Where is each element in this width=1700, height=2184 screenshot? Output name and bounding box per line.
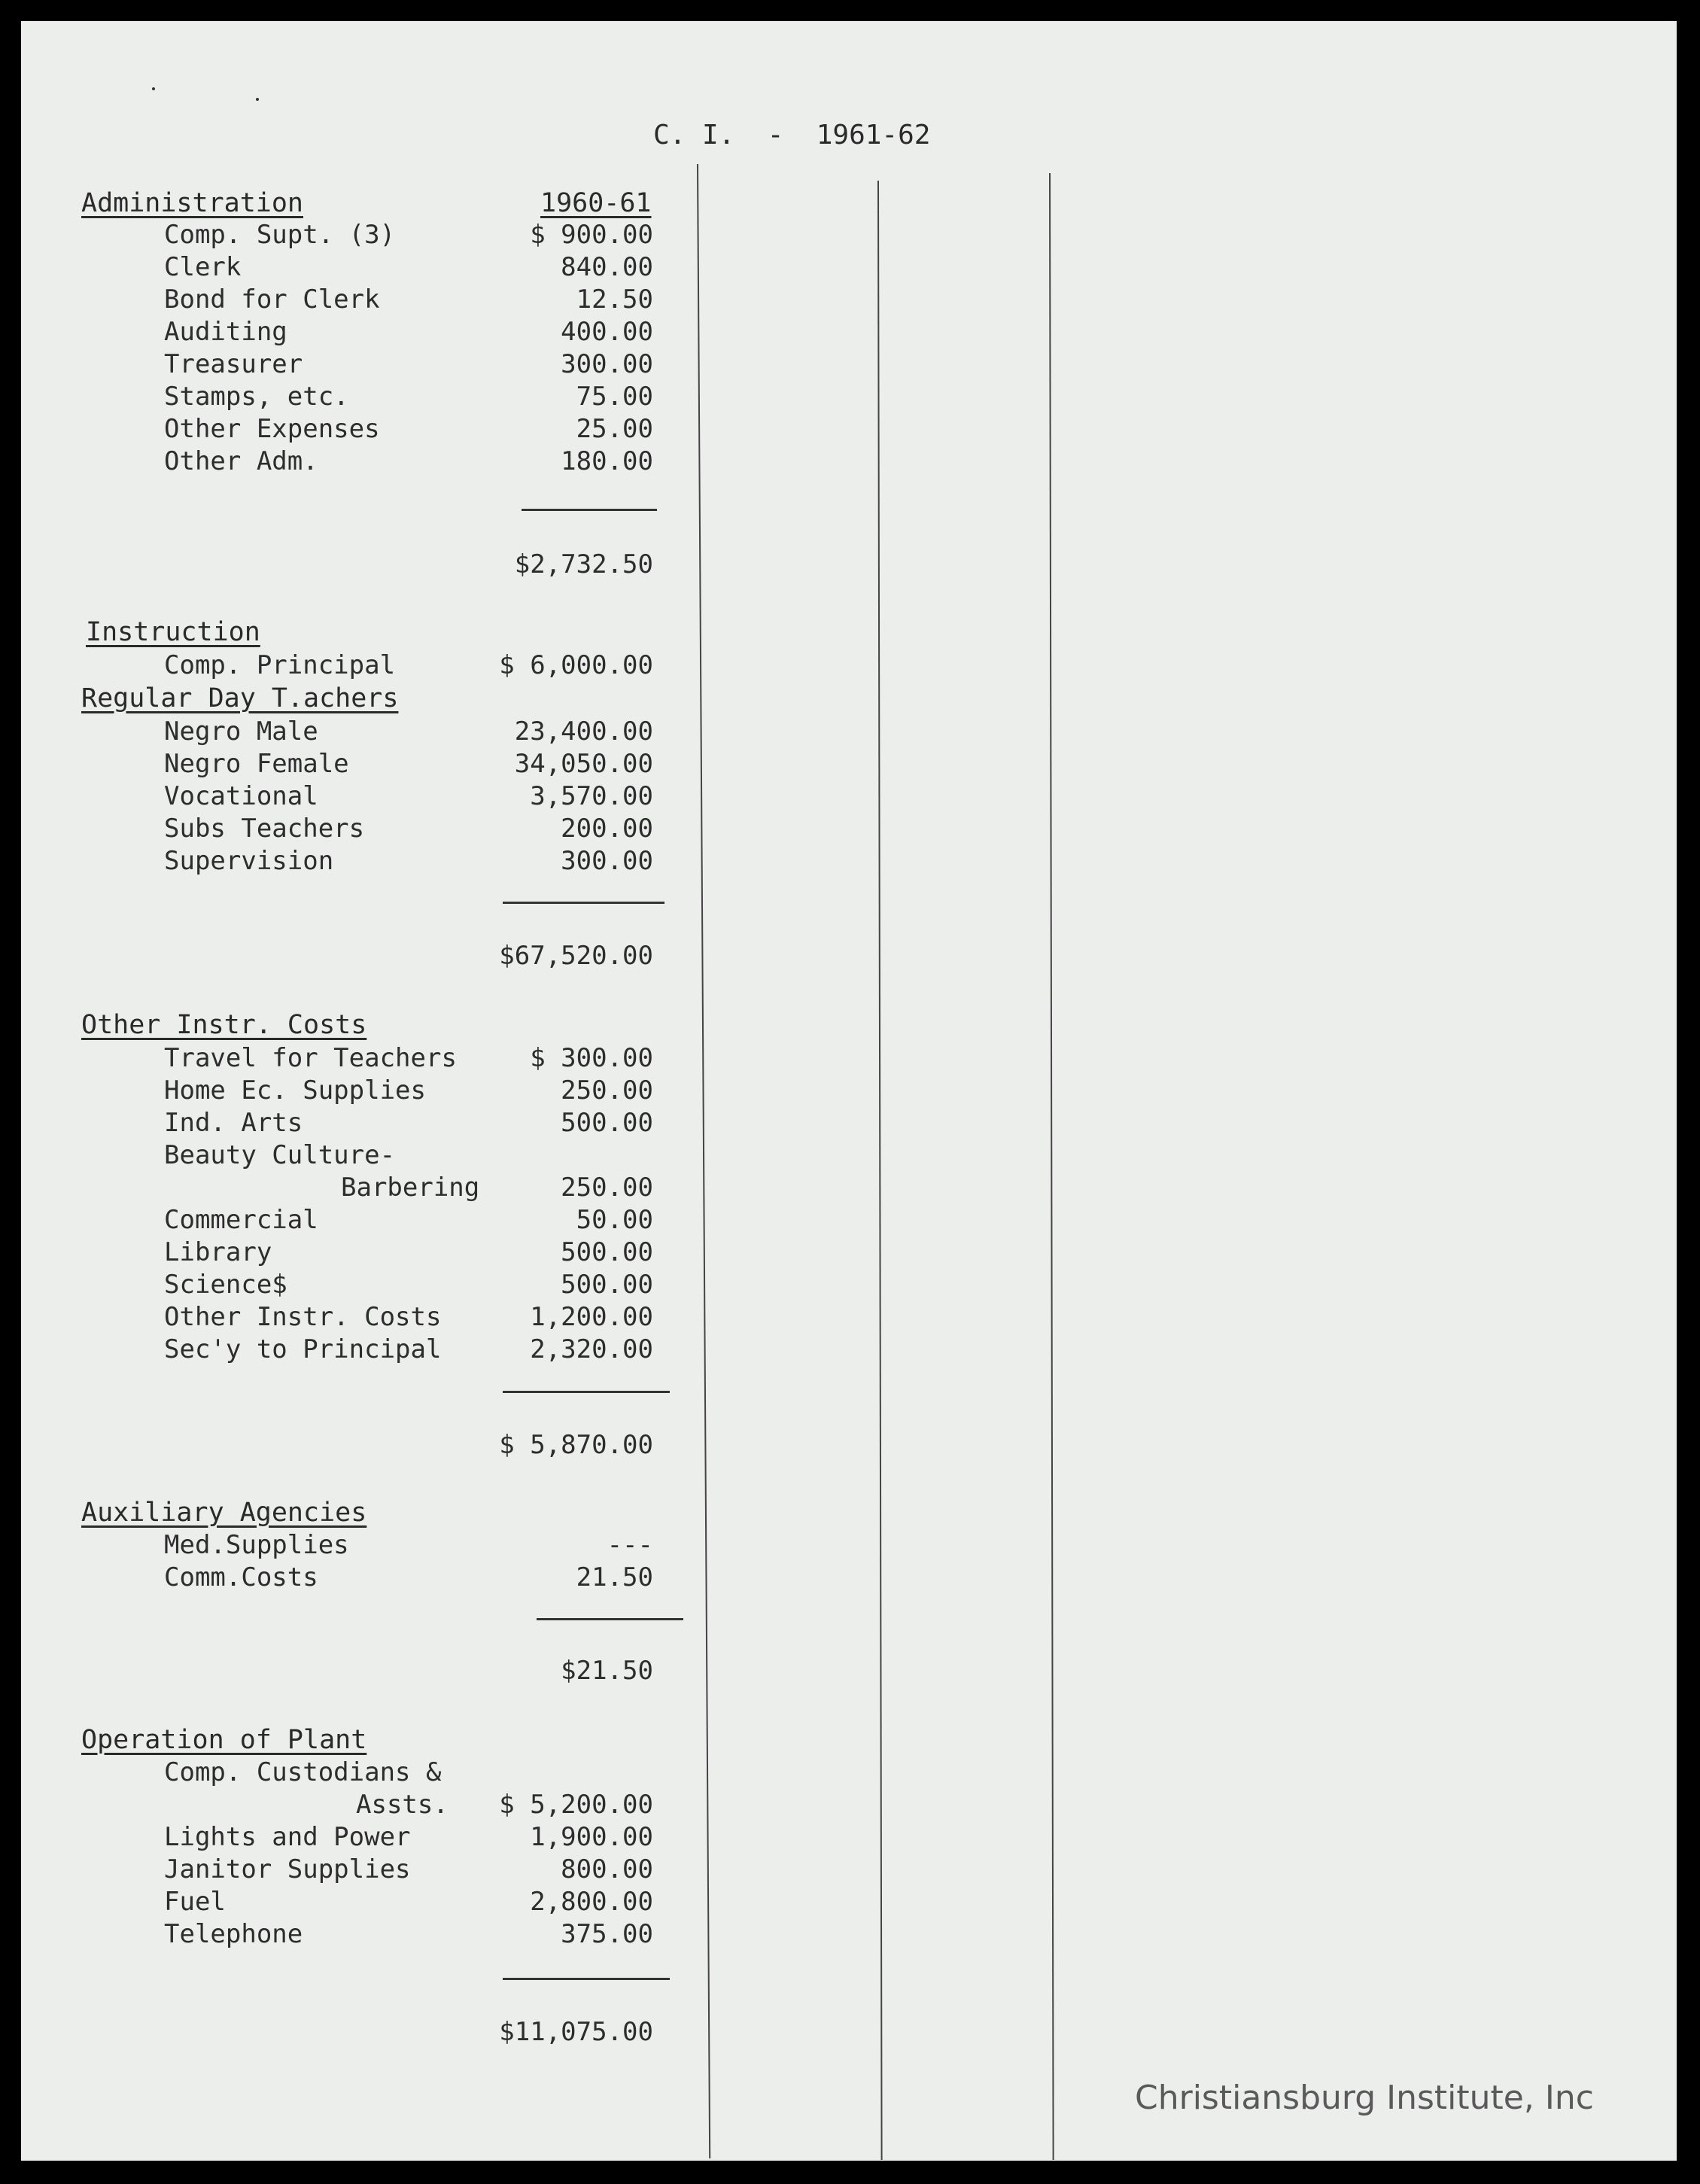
line-item-label: Vocational [164, 781, 318, 811]
speck-mark [256, 98, 259, 101]
line-item-amount: 23,400.00 [514, 716, 653, 747]
line-item-label: Bond for Clerk [164, 284, 380, 315]
line-item-amount: 34,050.00 [514, 749, 653, 779]
subtotal-rule [537, 1618, 683, 1620]
column-rule-2 [877, 181, 883, 2160]
line-item-label: Auditing [164, 317, 287, 347]
line-item-amount: 800.00 [561, 1854, 653, 1884]
line-item-amount: 1,200.00 [530, 1302, 653, 1332]
subtotal-rule [503, 1391, 670, 1393]
line-item-label: Commercial [164, 1205, 318, 1235]
line-item-label: Clerk [164, 252, 242, 282]
line-item-label: Comm.Costs [164, 1562, 318, 1592]
section-heading-auxiliary-agencies: Auxiliary Agencies [81, 1498, 367, 1528]
line-item-label: Negro Female [164, 749, 349, 779]
section-total: $2,732.50 [514, 549, 653, 579]
line-item-amount: 1,900.00 [530, 1822, 653, 1852]
line-item-label: Library [164, 1237, 272, 1267]
line-item-amount: 500.00 [561, 1237, 653, 1267]
line-item-amount: 840.00 [561, 252, 653, 282]
line-item-amount: 300.00 [561, 349, 653, 379]
speck-mark [152, 87, 155, 90]
line-item-amount: 500.00 [561, 1108, 653, 1138]
line-item-label: Comp. Principal [164, 650, 396, 680]
line-item-amount: 180.00 [561, 446, 653, 476]
section-heading-operation-of-plant: Operation of Plant [81, 1725, 367, 1755]
line-item-amount: 375.00 [561, 1919, 653, 1949]
line-item-amount: $ 300.00 [530, 1043, 653, 1073]
line-item-label: Beauty Culture- [164, 1140, 396, 1170]
section-heading-administration: Administration [81, 188, 304, 218]
line-item-amount: 25.00 [576, 414, 653, 444]
document-title: C. I. - 1961-62 [653, 120, 931, 151]
column-header-1960-61: 1960-61 [540, 188, 652, 218]
line-item-amount: $ 6,000.00 [499, 650, 653, 680]
line-item-amount: 3,570.00 [530, 781, 653, 811]
line-item-label: Lights and Power [164, 1822, 411, 1852]
section-heading-instruction: Instruction [86, 617, 260, 647]
watermark-text: Christiansburg Institute, Inc [1135, 2079, 1594, 2117]
line-item-label: Stamps, etc. [164, 382, 349, 412]
subtotal-rule [503, 902, 664, 904]
line-item-label: Negro Male [164, 716, 318, 747]
line-item-amount: --- [607, 1530, 653, 1560]
column-rule-1 [697, 164, 710, 2158]
section-total: $ 5,870.00 [499, 1430, 653, 1460]
line-item-amount: 300.00 [561, 846, 653, 876]
line-item-label: Supervision [164, 846, 334, 876]
line-item-label: Telephone [164, 1919, 303, 1949]
line-item-label: Subs Teachers [164, 814, 365, 844]
line-item-label: Comp. Supt. (3) [164, 220, 396, 250]
line-item-amount: 200.00 [561, 814, 653, 844]
column-rule-3 [1049, 173, 1054, 2160]
line-item-amount: $ 900.00 [530, 220, 653, 250]
line-item-amount: 2,320.00 [530, 1334, 653, 1364]
line-item-label: Home Ec. Supplies [164, 1075, 426, 1106]
section-total: $21.50 [561, 1656, 653, 1686]
line-item-amount: 400.00 [561, 317, 653, 347]
line-item-label: Travel for Teachers [164, 1043, 457, 1073]
line-item-amount: 21.50 [576, 1562, 653, 1592]
subtotal-rule [522, 509, 657, 511]
subtotal-rule [503, 1978, 670, 1980]
line-item-amount: 50.00 [576, 1205, 653, 1235]
line-item-label-continued: Barbering [341, 1173, 480, 1203]
line-item-label: Other Adm. [164, 446, 318, 476]
line-item-label: Other Expenses [164, 414, 380, 444]
line-item-label: Fuel [164, 1887, 226, 1917]
line-item-amount: 250.00 [561, 1173, 653, 1203]
line-item-label: Janitor Supplies [164, 1854, 411, 1884]
section-total: $11,075.00 [499, 2017, 653, 2047]
line-item-label: Ind. Arts [164, 1108, 303, 1138]
document-page [21, 21, 1677, 2161]
line-item-amount: 250.00 [561, 1075, 653, 1106]
line-item-label: Science$ [164, 1270, 287, 1300]
section-heading-other-instr-costs: Other Instr. Costs [81, 1010, 367, 1040]
line-item-label: Other Instr. Costs [164, 1302, 442, 1332]
section-total: $67,520.00 [499, 941, 653, 971]
line-item-amount: $ 5,200.00 [499, 1790, 653, 1820]
line-item-label-continued: Assts. [356, 1790, 449, 1820]
subheading-regular-day-teachers: Regular Day T.achers [81, 683, 399, 713]
line-item-amount: 500.00 [561, 1270, 653, 1300]
line-item-label: Med.Supplies [164, 1530, 349, 1560]
line-item-amount: 2,800.00 [530, 1887, 653, 1917]
line-item-amount: 75.00 [576, 382, 653, 412]
line-item-amount: 12.50 [576, 284, 653, 315]
line-item-label: Treasurer [164, 349, 303, 379]
line-item-label: Sec'y to Principal [164, 1334, 442, 1364]
line-item-label: Comp. Custodians & [164, 1757, 442, 1787]
